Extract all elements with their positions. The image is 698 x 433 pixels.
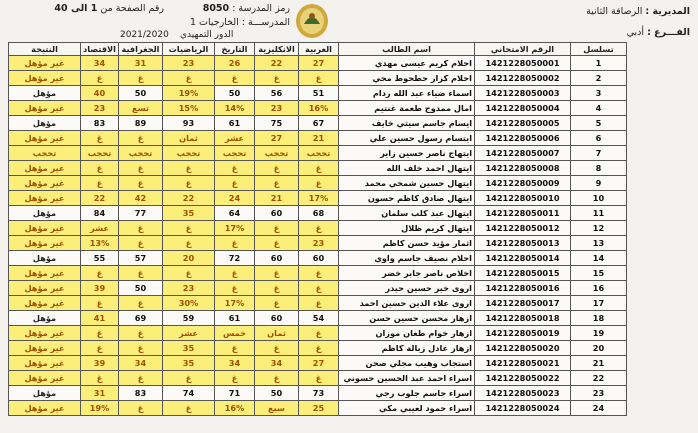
col-header-arabic: العربية (299, 43, 339, 56)
grade-history: غ (215, 341, 255, 356)
row-student-name: ازهار خوام طعان موزان (339, 326, 475, 341)
academic-year: 2021/2020 (120, 30, 169, 40)
grade-geography: غ (119, 266, 163, 281)
grade-economics: غ (81, 266, 119, 281)
grade-math: 23 (163, 281, 215, 296)
table-row (9, 176, 627, 191)
grade-history: غ (215, 71, 255, 86)
row-exam-id: 1421228050017 (475, 296, 571, 311)
grade-arabic: غ (299, 266, 339, 281)
table-body (9, 56, 627, 416)
directorate-label: المديرية : (645, 6, 690, 17)
row-exam-id: 1421228050018 (475, 311, 571, 326)
row-student-name: استجاب وهيب مجلي صحن (339, 356, 475, 371)
table-row (9, 221, 627, 236)
grade-geography: 69 (119, 311, 163, 326)
row-exam-id: 1421228050014 (475, 251, 571, 266)
grade-arabic: 60 (299, 251, 339, 266)
grade-economics: غ (81, 71, 119, 86)
grade-english: غ (255, 371, 299, 386)
grade-english: 34 (255, 356, 299, 371)
row-student-name: اروى خير حسين حيدر (339, 281, 475, 296)
row-student-name: ايتهاج ناصر حسين زاير (339, 146, 475, 161)
row-result: غير مؤهل (9, 161, 81, 176)
grade-history: غ (215, 236, 255, 251)
row-seq: 16 (571, 281, 627, 296)
col-header-exam-id: الرقم الامتحاني (475, 43, 571, 56)
grade-arabic: 27 (299, 56, 339, 71)
row-student-name: اسراء جاسم جلوب رجي (339, 386, 475, 401)
school-label: المدرســـة : (241, 17, 290, 28)
row-result: غير مؤهل (9, 296, 81, 311)
grade-arabic: 17% (299, 191, 339, 206)
grade-economics: 39 (81, 281, 119, 296)
grade-geography: غ (119, 221, 163, 236)
directorate-value: الرصافة الثانية (586, 6, 643, 17)
grade-english: غ (255, 236, 299, 251)
grade-arabic: 68 (299, 206, 339, 221)
grade-english: 27 (255, 131, 299, 146)
grade-arabic: غ (299, 371, 339, 386)
exam-round: الدور التمهيدي (180, 30, 234, 40)
row-result: غير مؤهل (9, 236, 81, 251)
grade-english: غ (255, 221, 299, 236)
grade-history: 17% (215, 296, 255, 311)
grade-economics: 19% (81, 401, 119, 416)
grade-arabic: 51 (299, 86, 339, 101)
row-result: تحجب (9, 146, 81, 161)
grade-history: غ (215, 266, 255, 281)
grade-arabic: 16% (299, 101, 339, 116)
row-student-name: ايتهال حسين شمخي محمد (339, 176, 475, 191)
row-student-name: اروى علاء الدين حسين احمد (339, 296, 475, 311)
grade-geography: 42 (119, 191, 163, 206)
row-result: غير مؤهل (9, 341, 81, 356)
col-header-economics: الاقتصاد (81, 43, 119, 56)
grade-geography: غ (119, 176, 163, 191)
grade-economics: 40 (81, 86, 119, 101)
row-seq: 23 (571, 386, 627, 401)
branch-label: الفـــرع : (647, 27, 690, 38)
table-header-row (9, 43, 627, 56)
grade-english: غ (255, 296, 299, 311)
row-seq: 6 (571, 131, 627, 146)
row-student-name: اسراء احمد عبد الحسين حسوني (339, 371, 475, 386)
grade-arabic: غ (299, 341, 339, 356)
grade-math: 23 (163, 56, 215, 71)
row-exam-id: 1421228050015 (475, 266, 571, 281)
grade-geography: 77 (119, 206, 163, 221)
row-student-name: اخلاص ناصر جابر خضر (339, 266, 475, 281)
grade-geography: غ (119, 161, 163, 176)
grade-geography: غ (119, 71, 163, 86)
table-row (9, 146, 627, 161)
table-row (9, 266, 627, 281)
table-row (9, 341, 627, 356)
row-seq: 3 (571, 86, 627, 101)
grade-english: 75 (255, 116, 299, 131)
row-student-name: احلام كريم عيسى مهدي (339, 56, 475, 71)
ministry-logo (290, 2, 334, 40)
grade-economics: غ (81, 341, 119, 356)
row-exam-id: 1421228050016 (475, 281, 571, 296)
grade-geography: غ (119, 341, 163, 356)
row-exam-id: 1421228050004 (475, 101, 571, 116)
row-result: غير مؤهل (9, 191, 81, 206)
col-header-english: الانكليزية (255, 43, 299, 56)
grade-arabic: غ (299, 221, 339, 236)
row-exam-id: 1421228050001 (475, 56, 571, 71)
table-row (9, 281, 627, 296)
table-row (9, 236, 627, 251)
row-seq: 1 (571, 56, 627, 71)
grade-english: 21 (255, 191, 299, 206)
grade-math: 20 (163, 251, 215, 266)
page-value: 1 الى 40 (54, 3, 98, 14)
row-seq: 10 (571, 191, 627, 206)
row-student-name: ايتهال كريم ظلال (339, 221, 475, 236)
grade-geography: 83 (119, 386, 163, 401)
results-table (8, 42, 627, 416)
row-student-name: ايتسام رسول حسين علي (339, 131, 475, 146)
row-exam-id: 1421228050019 (475, 326, 571, 341)
row-result: مؤهل (9, 86, 81, 101)
row-seq: 8 (571, 161, 627, 176)
table-row (9, 206, 627, 221)
grade-math: 15% (163, 101, 215, 116)
col-header-history: التاريخ (215, 43, 255, 56)
grade-economics: 23 (81, 101, 119, 116)
grade-history: غ (215, 161, 255, 176)
row-student-name: ازهار محسن حسين حسن (339, 311, 475, 326)
row-result: غير مؤهل (9, 281, 81, 296)
row-result: مؤهل (9, 311, 81, 326)
grade-history: 61 (215, 116, 255, 131)
grade-economics: 55 (81, 251, 119, 266)
grade-arabic: غ (299, 281, 339, 296)
grade-english: سبع (255, 401, 299, 416)
row-seq: 12 (571, 221, 627, 236)
row-exam-id: 1421228050007 (475, 146, 571, 161)
grade-history: 17% (215, 221, 255, 236)
grade-history: 61 (215, 311, 255, 326)
row-exam-id: 1421228050005 (475, 116, 571, 131)
row-student-name: اسماء ضياء عبد الله ردام (339, 86, 475, 101)
grade-english: 60 (255, 311, 299, 326)
grade-arabic: غ (299, 71, 339, 86)
table-row (9, 71, 627, 86)
row-seq: 24 (571, 401, 627, 416)
row-seq: 2 (571, 71, 627, 86)
table-row (9, 311, 627, 326)
grade-english: غ (255, 71, 299, 86)
grade-economics: غ (81, 326, 119, 341)
grade-economics: غ (81, 176, 119, 191)
grade-geography: غ (119, 326, 163, 341)
table-row (9, 101, 627, 116)
grade-economics: 22 (81, 191, 119, 206)
grade-geography: 50 (119, 281, 163, 296)
grade-english: غ (255, 281, 299, 296)
header-left (14, 2, 164, 16)
row-exam-id: 1421228050023 (475, 386, 571, 401)
row-exam-id: 1421228050009 (475, 176, 571, 191)
grade-math: غ (163, 236, 215, 251)
grade-economics: 41 (81, 311, 119, 326)
grade-geography: غ (119, 131, 163, 146)
row-result: غير مؤهل (9, 266, 81, 281)
grade-arabic: تحجب (299, 146, 339, 161)
grade-history: 14% (215, 101, 255, 116)
header-right (540, 4, 690, 40)
grade-economics: 83 (81, 116, 119, 131)
grade-history: 24 (215, 191, 255, 206)
grade-economics: غ (81, 161, 119, 176)
grade-english: 60 (255, 251, 299, 266)
grade-english: تحجب (255, 146, 299, 161)
grade-math: غ (163, 401, 215, 416)
grade-english: 23 (255, 101, 299, 116)
school-code-value: 8050 (202, 3, 230, 14)
grade-math: غ (163, 266, 215, 281)
row-result: غير مؤهل (9, 56, 81, 71)
row-result: مؤهل (9, 251, 81, 266)
table-row (9, 251, 627, 266)
col-header-geography: الجغرافية (119, 43, 163, 56)
grade-math: ثمان (163, 131, 215, 146)
row-result: غير مؤهل (9, 71, 81, 86)
row-result: غير مؤهل (9, 326, 81, 341)
row-student-name: اثمار مؤيد حسن كاظم (339, 236, 475, 251)
grade-geography: غ (119, 401, 163, 416)
grade-geography: غ (119, 296, 163, 311)
row-exam-id: 1421228050024 (475, 401, 571, 416)
table-row (9, 356, 627, 371)
grade-history: 64 (215, 206, 255, 221)
grade-english: غ (255, 266, 299, 281)
grade-geography: 50 (119, 86, 163, 101)
grade-history: 72 (215, 251, 255, 266)
school-value: الخارجيات 1 (189, 17, 239, 28)
grade-geography: تحجب (119, 146, 163, 161)
grade-history: غ (215, 176, 255, 191)
grade-english: 60 (255, 206, 299, 221)
grade-math: 35 (163, 341, 215, 356)
table-row (9, 386, 627, 401)
grade-economics: 31 (81, 386, 119, 401)
row-result: غير مؤهل (9, 176, 81, 191)
grade-english: 22 (255, 56, 299, 71)
col-header-seq: تسلسل (571, 43, 627, 56)
grade-math: 19% (163, 86, 215, 101)
grade-history: 34 (215, 356, 255, 371)
grade-economics: 84 (81, 206, 119, 221)
row-exam-id: 1421228050021 (475, 356, 571, 371)
grade-math: غ (163, 71, 215, 86)
grade-math: غ (163, 371, 215, 386)
grade-arabic: غ (299, 296, 339, 311)
col-header-result: النتيجة (9, 43, 81, 56)
row-result: مؤهل (9, 206, 81, 221)
row-seq: 18 (571, 311, 627, 326)
grade-geography: غ (119, 236, 163, 251)
row-student-name: ازهار عادل زبالة كاظم (339, 341, 475, 356)
grade-economics: غ (81, 296, 119, 311)
row-exam-id: 1421228050006 (475, 131, 571, 146)
table-row (9, 86, 627, 101)
row-seq: 13 (571, 236, 627, 251)
grade-math: 59 (163, 311, 215, 326)
table-row (9, 131, 627, 146)
grade-math: غ (163, 221, 215, 236)
row-student-name: اسراء حمود لعيبي مكي (339, 401, 475, 416)
grade-economics: 34 (81, 56, 119, 71)
grade-history: غ (215, 281, 255, 296)
grade-arabic: 67 (299, 116, 339, 131)
row-result: مؤهل (9, 116, 81, 131)
table-row (9, 116, 627, 131)
row-result: غير مؤهل (9, 221, 81, 236)
grade-arabic: غ (299, 161, 339, 176)
grade-english: 56 (255, 86, 299, 101)
row-seq: 14 (571, 251, 627, 266)
grade-history: عشر (215, 131, 255, 146)
table-row (9, 56, 627, 71)
row-seq: 21 (571, 356, 627, 371)
table-row (9, 401, 627, 416)
grade-history: خمس (215, 326, 255, 341)
col-header-name: اسم الطالب (339, 43, 475, 56)
grade-history: 16% (215, 401, 255, 416)
grade-math: 35 (163, 356, 215, 371)
grade-english: غ (255, 341, 299, 356)
grade-arabic: 25 (299, 401, 339, 416)
school-code-label: رمز المدرسة : (232, 3, 290, 14)
row-seq: 22 (571, 371, 627, 386)
grade-math: عشر (163, 326, 215, 341)
row-result: غير مؤهل (9, 356, 81, 371)
grade-economics: عشر (81, 221, 119, 236)
grade-history: 50 (215, 86, 255, 101)
row-seq: 9 (571, 176, 627, 191)
row-student-name: ايتهال صادق كاظم حسون (339, 191, 475, 206)
row-result: غير مؤهل (9, 371, 81, 386)
row-student-name: ايسام جاسم سيتي خايف (339, 116, 475, 131)
grade-math: 74 (163, 386, 215, 401)
row-student-name: احلام كزار حطحوط محي (339, 71, 475, 86)
grade-english: غ (255, 176, 299, 191)
row-student-name: ايتهال احمد خلف الله (339, 161, 475, 176)
row-seq: 20 (571, 341, 627, 356)
grade-geography: 31 (119, 56, 163, 71)
grade-economics: غ (81, 371, 119, 386)
header-middle (170, 2, 290, 30)
row-student-name: احلام نصيف جاسم واوي (339, 251, 475, 266)
grade-arabic: 73 (299, 386, 339, 401)
grade-english: ثمان (255, 326, 299, 341)
table-row (9, 161, 627, 176)
grade-economics: 39 (81, 356, 119, 371)
row-exam-id: 1421228050008 (475, 161, 571, 176)
grade-math: 93 (163, 116, 215, 131)
grade-economics: تحجب (81, 146, 119, 161)
grade-arabic: 27 (299, 356, 339, 371)
row-seq: 11 (571, 206, 627, 221)
grade-math: غ (163, 161, 215, 176)
row-exam-id: 1421228050002 (475, 71, 571, 86)
grade-economics: 13% (81, 236, 119, 251)
row-student-name: ايتهال عبد كلب سلمان (339, 206, 475, 221)
grade-geography: 57 (119, 251, 163, 266)
row-result: غير مؤهل (9, 131, 81, 146)
row-seq: 15 (571, 266, 627, 281)
grade-geography: غ (119, 371, 163, 386)
row-seq: 19 (571, 326, 627, 341)
grade-arabic: 21 (299, 131, 339, 146)
grade-math: 30% (163, 296, 215, 311)
table-row (9, 191, 627, 206)
row-exam-id: 1421228050012 (475, 221, 571, 236)
grade-english: 50 (255, 386, 299, 401)
grade-math: 22 (163, 191, 215, 206)
row-exam-id: 1421228050010 (475, 191, 571, 206)
grade-arabic: غ (299, 326, 339, 341)
row-seq: 17 (571, 296, 627, 311)
table-row (9, 326, 627, 341)
grade-english: غ (255, 161, 299, 176)
grade-history: تحجب (215, 146, 255, 161)
row-result: غير مؤهل (9, 101, 81, 116)
row-exam-id: 1421228050003 (475, 86, 571, 101)
row-exam-id: 1421228050011 (475, 206, 571, 221)
branch-value: أدبي (626, 27, 645, 38)
table-row (9, 296, 627, 311)
grade-arabic: 23 (299, 236, 339, 251)
row-exam-id: 1421228050020 (475, 341, 571, 356)
grade-economics: غ (81, 131, 119, 146)
row-exam-id: 1421228050022 (475, 371, 571, 386)
grade-arabic: غ (299, 176, 339, 191)
page-label: رقم الصفحة من (100, 3, 164, 14)
row-result: مؤهل (9, 386, 81, 401)
row-seq: 4 (571, 101, 627, 116)
grade-history: 71 (215, 386, 255, 401)
grade-math: 35 (163, 206, 215, 221)
grade-math: غ (163, 176, 215, 191)
grade-geography: تسع (119, 101, 163, 116)
grade-geography: 89 (119, 116, 163, 131)
grade-arabic: 54 (299, 311, 339, 326)
table-row (9, 371, 627, 386)
grade-geography: 34 (119, 356, 163, 371)
row-exam-id: 1421228050013 (475, 236, 571, 251)
col-header-math: الرياضيات (163, 43, 215, 56)
row-result: غير مؤهل (9, 401, 81, 416)
grade-history: 26 (215, 56, 255, 71)
grade-math: تحجب (163, 146, 215, 161)
row-student-name: امال ممدوح طعمة غنتيم (339, 101, 475, 116)
row-seq: 5 (571, 116, 627, 131)
row-seq: 7 (571, 146, 627, 161)
grade-history: غ (215, 371, 255, 386)
